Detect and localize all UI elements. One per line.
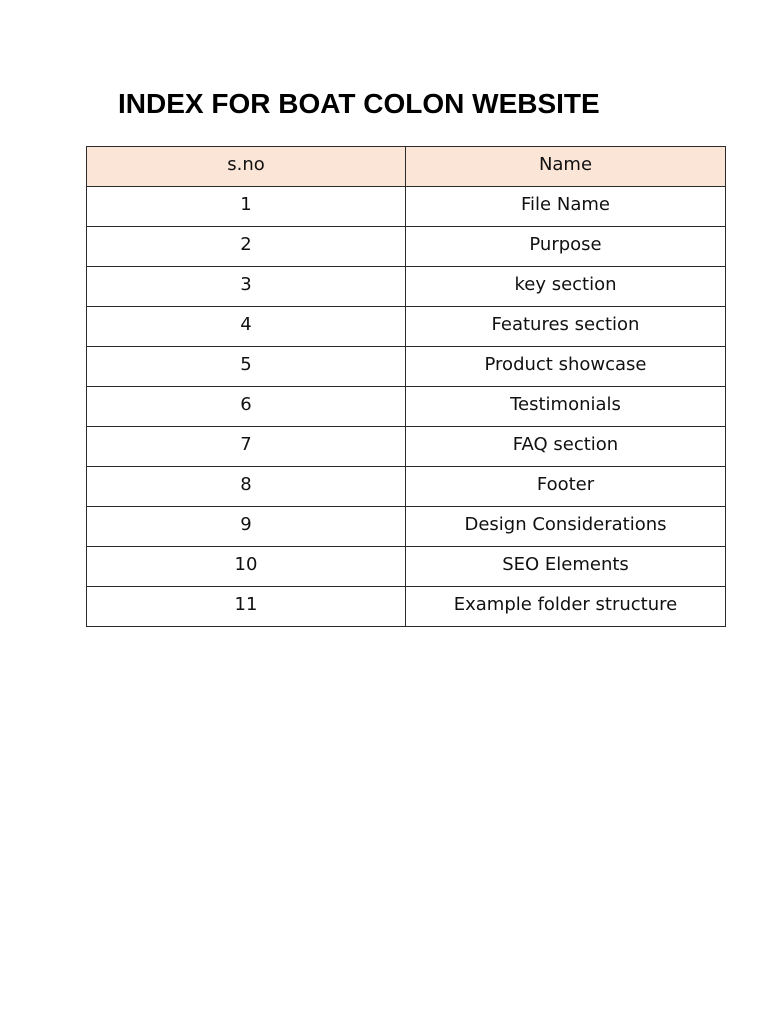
name-cell: Testimonials xyxy=(406,387,726,427)
table-row xyxy=(87,307,726,347)
table-row xyxy=(87,347,726,387)
name-cell: Purpose xyxy=(406,227,726,267)
sno-cell: 7 xyxy=(87,427,406,467)
name-cell: SEO Elements xyxy=(406,547,726,587)
name-cell: key section xyxy=(406,267,726,307)
sno-cell: 10 xyxy=(87,547,406,587)
table-row xyxy=(87,587,726,627)
table-row xyxy=(87,427,726,467)
name-cell: File Name xyxy=(406,187,726,227)
page-title: INDEX FOR BOAT COLON WEBSITE xyxy=(118,88,600,119)
index-table xyxy=(86,146,726,627)
table-row xyxy=(87,547,726,587)
name-cell: Features section xyxy=(406,307,726,347)
name-cell: Example folder structure xyxy=(406,587,726,627)
sno-cell: 3 xyxy=(87,267,406,307)
table-row xyxy=(87,387,726,427)
sno-cell: 2 xyxy=(87,227,406,267)
table-row xyxy=(87,187,726,227)
name-cell: Product showcase xyxy=(406,347,726,387)
table-header-row xyxy=(87,147,726,187)
table-row xyxy=(87,467,726,507)
sno-cell: 9 xyxy=(87,507,406,547)
table-row xyxy=(87,227,726,267)
table-row xyxy=(87,507,726,547)
name-cell: Footer xyxy=(406,467,726,507)
sno-cell: 1 xyxy=(87,187,406,227)
column-header-name: Name xyxy=(406,147,726,187)
table-row xyxy=(87,267,726,307)
column-header-sno: s.no xyxy=(87,147,406,187)
sno-cell: 4 xyxy=(87,307,406,347)
sno-cell: 6 xyxy=(87,387,406,427)
sno-cell: 8 xyxy=(87,467,406,507)
name-cell: FAQ section xyxy=(406,427,726,467)
name-cell: Design Considerations xyxy=(406,507,726,547)
sno-cell: 5 xyxy=(87,347,406,387)
sno-cell: 11 xyxy=(87,587,406,627)
